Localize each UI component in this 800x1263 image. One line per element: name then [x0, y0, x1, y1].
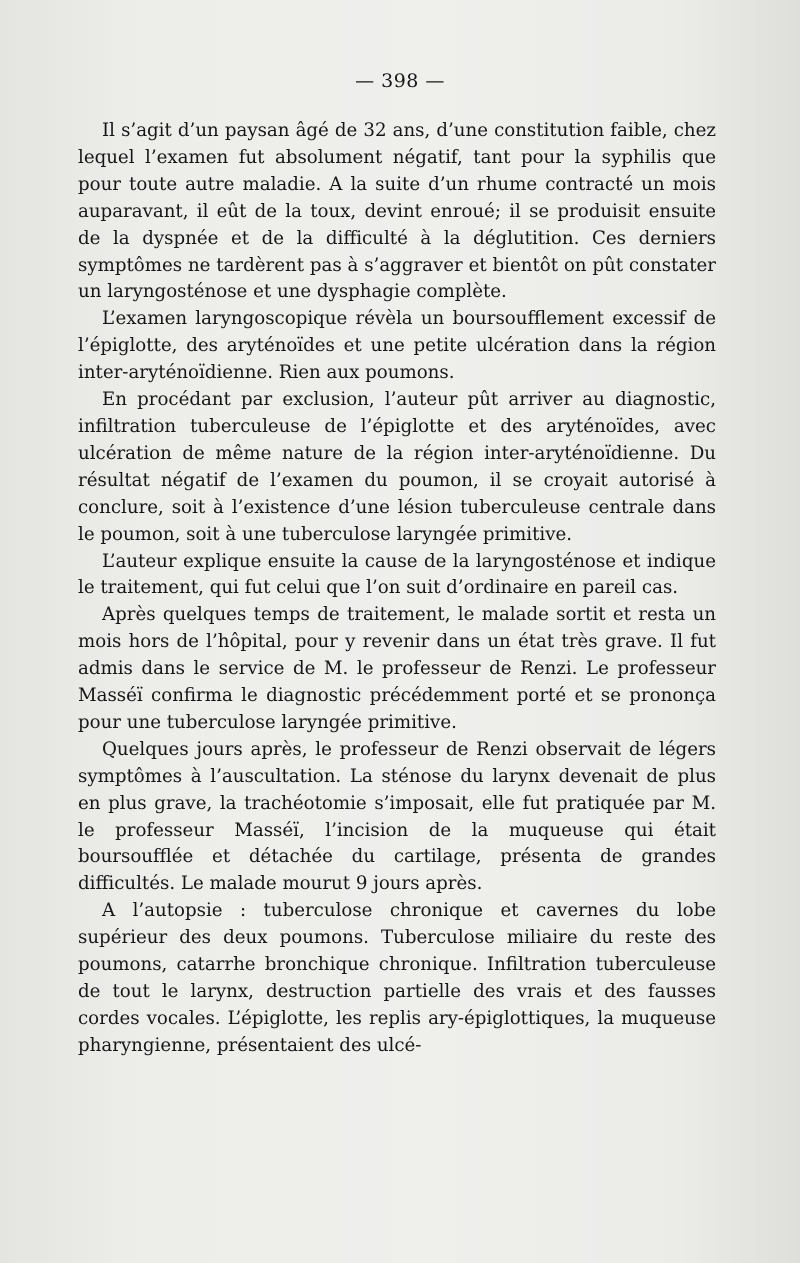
paragraph-readmission: Après quelques temps de traitement, le malade sortit et resta un mois hors de l’hôpital, pour y revenir dans un état très grave. Il fut admis dans le service de M. le professeur de Renzi. Le professeur Masséï confirma le diagnostic précédemment porté et se prononça pour une tuberculose laryngée primitive. — [78, 604, 716, 733]
paragraph-tracheotomy: Quelques jours après, le professeur de Renzi observait de légers symptômes à l’auscultation. La sténose du larynx devenait de plus en plus grave, la trachéotomie s’imposait, elle fut pratiquée par M. le professeur Masséï, l’incision de la muqueuse qui était boursoufflée et détachée du cartilage, présenta de grandes difficultés. Le malade mourut 9 jours après. — [78, 738, 716, 895]
article-body — [78, 118, 716, 1060]
paragraph-case-description: Il s’agit d’un paysan âgé de 32 ans, d’une constitution faible, chez lequel l’examen fut absolument négatif, tant pour la syphilis que pour toute autre maladie. A la suite d’un rhume contracté un mois auparavant, il eût de la toux, devint enroué; il se produisit ensuite de la dyspnée et de la difficulté à la déglutition. Ces derniers symptômes ne tardèrent pas à s’aggraver et bientôt on pût constater un laryngosténose et une dysphagie complète. — [78, 120, 716, 303]
paragraph-diagnosis: En procédant par exclusion, l’auteur pût arriver au diagnostic, infiltration tuberculeuse de l’épiglotte et des aryténoïdes, avec ulcération de même nature de la région inter-aryténoïdienne. Du résultat négatif de l’examen du poumon, il se croyait autorisé à conclure, soit à l’existence d’une lésion tuberculeuse centrale dans le poumon, soit à une tuberculose laryngée primitive. — [78, 389, 716, 545]
paragraph-laryngoscopic-exam: L’examen laryngoscopique révèla un boursoufflement excessif de l’épiglotte, des aryténoïdes et une petite ulcération dans la région inter-aryténoïdienne. Rien aux poumons. — [78, 308, 716, 384]
page-number: — 398 — — [355, 70, 445, 92]
paragraph-autopsy: A l’autopsie : tuberculose chronique et cavernes du lobe supérieur des deux poumons. Tuberculose miliaire du reste des poumons, catarrhe bronchique chronique. Infiltration tuberculeuse de tout le larynx, destruction partielle des vrais et des fausses cordes vocales. L’épiglotte, les replis ary-épiglottiques, la muqueuse pharyngienne, présentaient des ulcé- — [78, 900, 716, 1056]
paragraph-treatment: L’auteur explique ensuite la cause de la laryngosténose et indique le traitement, qui fut celui que l’on suit d’ordinaire en pareil cas. — [78, 550, 716, 599]
